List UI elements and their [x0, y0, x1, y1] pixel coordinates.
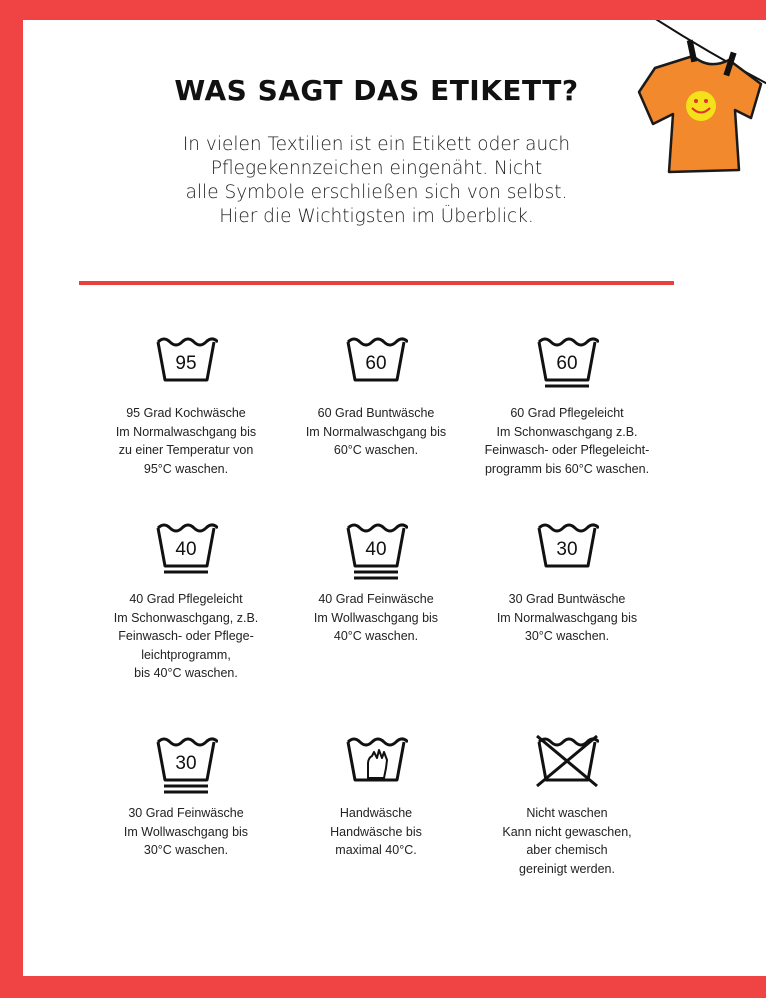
care-symbol-item — [86, 334, 286, 478]
description-line: 30°C waschen. — [143, 843, 229, 857]
description-line: leichtprogramm, — [141, 647, 231, 662]
tshirt-on-clothesline-icon — [583, 20, 766, 180]
description-line: Im Normalwaschgang bis — [115, 424, 257, 439]
care-symbol-description — [86, 590, 286, 683]
wash-95-icon — [154, 334, 218, 394]
care-symbol-item — [276, 734, 476, 860]
description-line: 95°C waschen. — [143, 461, 229, 476]
do-not-wash-icon — [535, 734, 599, 794]
description-line: Im Normalwaschgang bis — [496, 610, 638, 625]
wash-30-icon — [535, 520, 599, 580]
intro-line: alle Symbole erschließen sich von selbst. — [185, 182, 568, 203]
care-symbol-description — [467, 804, 667, 878]
description-line: programm bis 60°C waschen. — [484, 461, 650, 476]
intro-line: Hier die Wichtigsten im Überblick. — [219, 206, 534, 227]
description-line: Im Wollwaschgang bis — [123, 824, 249, 839]
care-symbol-item — [86, 734, 286, 860]
temperature-number: 95 — [175, 353, 197, 374]
description-line: aber chemisch — [526, 843, 608, 857]
temperature-number: 40 — [175, 539, 197, 560]
hand-wash-icon — [344, 734, 408, 794]
temperature-number: 30 — [175, 753, 197, 774]
description-line: Handwäsche bis — [330, 824, 422, 839]
description-line: 30°C waschen. — [524, 629, 610, 643]
care-symbol-item — [467, 334, 667, 478]
description-line: 40 Grad Pflegeleicht — [129, 592, 243, 606]
wash-40-delicate-icon — [344, 520, 408, 580]
description-line: Feinwasch- oder Pflege- — [118, 629, 254, 643]
care-symbol-description — [86, 804, 286, 860]
page — [23, 20, 766, 976]
care-symbol-item — [86, 520, 286, 683]
temperature-number: 60 — [556, 353, 578, 374]
description-line: zu einer Temperatur von — [118, 443, 254, 457]
intro-line: Pflegekennzeichen eingenäht. Nicht — [210, 158, 543, 179]
description-line: Im Schonwaschgang z.B. — [496, 424, 638, 439]
description-line: 60 Grad Buntwäsche — [317, 406, 435, 420]
temperature-number: 40 — [365, 539, 387, 560]
description-line: Handwäsche — [339, 806, 413, 820]
care-symbol-item — [467, 520, 667, 646]
description-line: 60°C waschen. — [333, 443, 419, 457]
page-title: WAS SAGT DAS ETIKETT? — [174, 74, 579, 107]
temperature-number: 60 — [365, 353, 387, 374]
wash-40-permanent-press-icon — [154, 520, 218, 580]
description-line: Im Wollwaschgang bis — [313, 610, 439, 625]
care-symbol-description — [276, 804, 476, 860]
description-line: Im Normalwaschgang bis — [305, 424, 447, 439]
divider — [79, 281, 674, 285]
description-line: 30 Grad Buntwäsche — [508, 592, 626, 606]
wash-60-icon — [344, 334, 408, 394]
care-symbol-description — [467, 404, 667, 478]
care-symbol-description — [276, 404, 476, 460]
wash-30-delicate-icon — [154, 734, 218, 794]
care-symbol-item — [276, 334, 476, 460]
care-symbol-description — [467, 590, 667, 646]
temperature-number: 30 — [556, 539, 578, 560]
description-line: bis 40°C waschen. — [134, 666, 238, 680]
description-line: 40°C waschen. — [333, 629, 419, 643]
care-symbol-description — [276, 590, 476, 646]
description-line: 60 Grad Pflegeleicht — [510, 406, 624, 420]
care-symbol-item — [467, 734, 667, 878]
description-line: 30 Grad Feinwäsche — [128, 806, 244, 820]
description-line: Im Schonwaschgang, z.B. — [113, 610, 259, 625]
description-line: Feinwasch- oder Pflegeleicht- — [484, 443, 650, 457]
intro-line: In vielen Textilien ist ein Etikett oder auch — [182, 134, 571, 155]
description-line: 95 Grad Kochwäsche — [126, 406, 246, 420]
description-line: Kann nicht gewaschen, — [502, 824, 632, 839]
wash-60-permanent-press-icon — [535, 334, 599, 394]
care-symbol-description — [86, 404, 286, 478]
description-line: maximal 40°C. — [335, 843, 417, 857]
description-line: 40 Grad Feinwäsche — [318, 592, 434, 606]
description-line: gereinigt werden. — [519, 861, 615, 876]
care-symbol-item — [276, 520, 476, 646]
description-line: Nicht waschen — [526, 806, 608, 820]
